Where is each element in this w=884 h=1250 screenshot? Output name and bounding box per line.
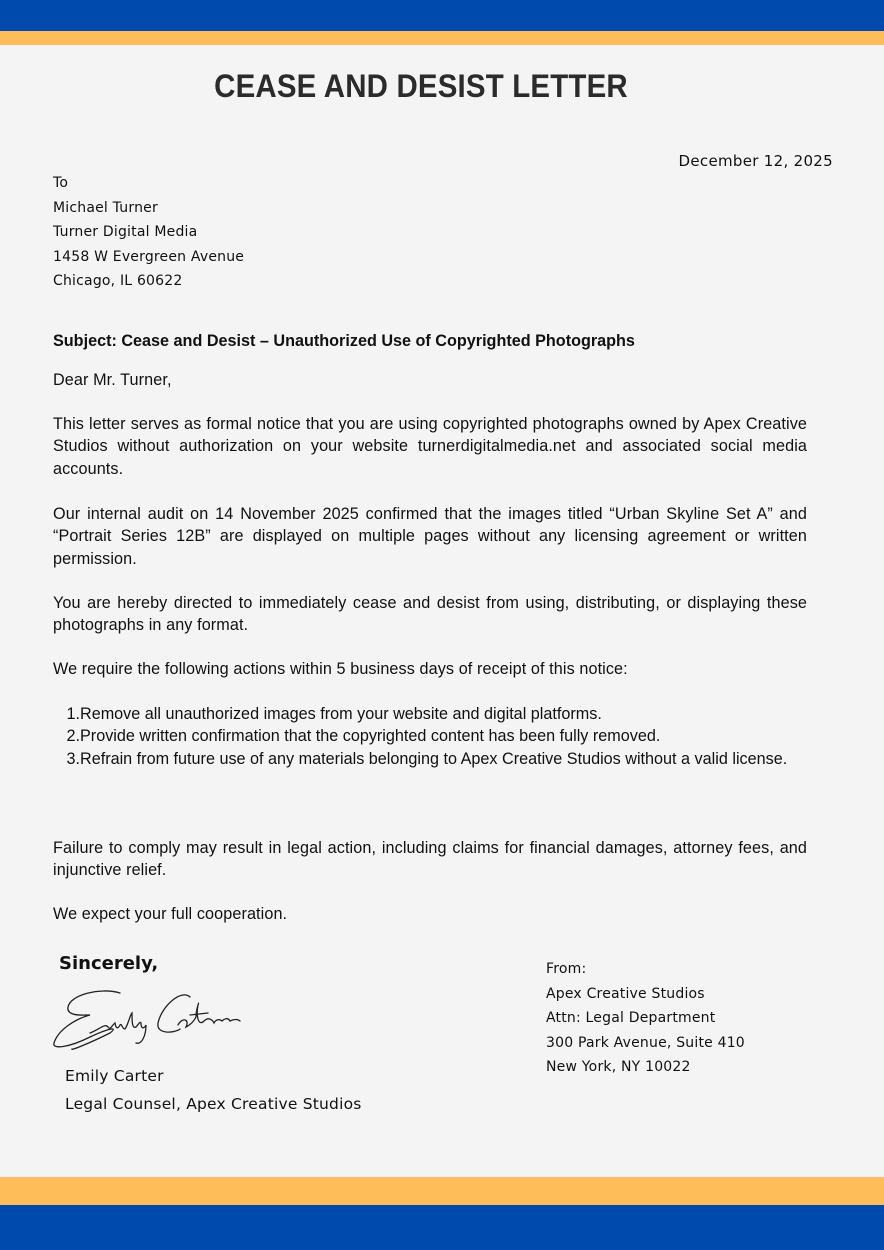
list-item bbox=[53, 725, 807, 747]
sender-attention: Attn: Legal Department bbox=[546, 1010, 716, 1026]
signature-icon bbox=[50, 985, 250, 1055]
recipient-address bbox=[53, 171, 244, 294]
list-text: Remove all unauthorized images from your website and digital platforms. bbox=[80, 705, 602, 723]
sender-address bbox=[546, 957, 745, 1080]
recipient-label: To bbox=[53, 175, 69, 191]
bottom-blue-band bbox=[0, 1205, 884, 1250]
paragraph-audit: Our internal audit on 14 November 2025 confirmed that the images titled “Urban Skyline Set A” and “Portrait Series 12B” are displayed on multiple pages without any licensing agreement or written permission. bbox=[53, 505, 807, 568]
signer-title: Legal Counsel, Apex Creative Studios bbox=[65, 1095, 362, 1113]
recipient-name: Michael Turner bbox=[53, 199, 158, 216]
letter-date: December 12, 2025 bbox=[678, 152, 833, 170]
list-item bbox=[53, 748, 807, 770]
paragraph-requirements: We require the following actions within 5 business days of receipt of this notice: bbox=[53, 660, 628, 678]
paragraph-directive: You are hereby directed to immediately cease and desist from using, distributing, or displaying these photographs in any format. bbox=[53, 594, 807, 635]
bottom-gold-band bbox=[0, 1177, 884, 1205]
paragraph-notice: This letter serves as formal notice that you are using copyrighted photographs owned by Apex Creative Studios without authorization on your website turnerdigitalmedia.net and associated social media accounts. bbox=[53, 415, 807, 478]
salutation: Dear Mr. Turner, bbox=[53, 371, 172, 389]
list-text: Refrain from future use of any materials belonging to Apex Creative Studios without a valid license. bbox=[80, 749, 788, 768]
list-item bbox=[53, 703, 807, 725]
sender-label: From: bbox=[546, 961, 587, 977]
document-title: CEASE AND DESIST LETTER bbox=[214, 68, 628, 104]
signer-name: Emily Carter bbox=[65, 1067, 164, 1085]
list-number: 1. bbox=[66, 705, 80, 723]
list-number: 2. bbox=[66, 727, 80, 746]
sender-street: 300 Park Avenue, Suite 410 bbox=[546, 1034, 745, 1051]
top-blue-band bbox=[0, 0, 884, 31]
recipient-city: Chicago, IL 60622 bbox=[53, 273, 183, 289]
closing-phrase: Sincerely, bbox=[59, 953, 159, 974]
recipient-street: 1458 W Evergreen Avenue bbox=[53, 248, 245, 265]
paragraph-cooperation: We expect your full cooperation. bbox=[53, 905, 288, 923]
sender-company: Apex Creative Studios bbox=[546, 985, 705, 1002]
list-text: Provide written confirmation that the copyrighted content has been fully removed. bbox=[80, 727, 661, 746]
recipient-company: Turner Digital Media bbox=[53, 224, 198, 240]
required-actions-list bbox=[53, 703, 807, 770]
top-gold-band bbox=[0, 31, 884, 45]
list-number: 3. bbox=[66, 749, 80, 768]
sender-city: New York, NY 10022 bbox=[546, 1059, 691, 1075]
paragraph-consequences: Failure to comply may result in legal action, including claims for financial damages, attorney fees, and injunctive relief. bbox=[53, 839, 807, 880]
subject-line: Subject: Cease and Desist – Unauthorized Use of Copyrighted Photographs bbox=[53, 332, 635, 350]
signer-block bbox=[65, 1062, 362, 1118]
